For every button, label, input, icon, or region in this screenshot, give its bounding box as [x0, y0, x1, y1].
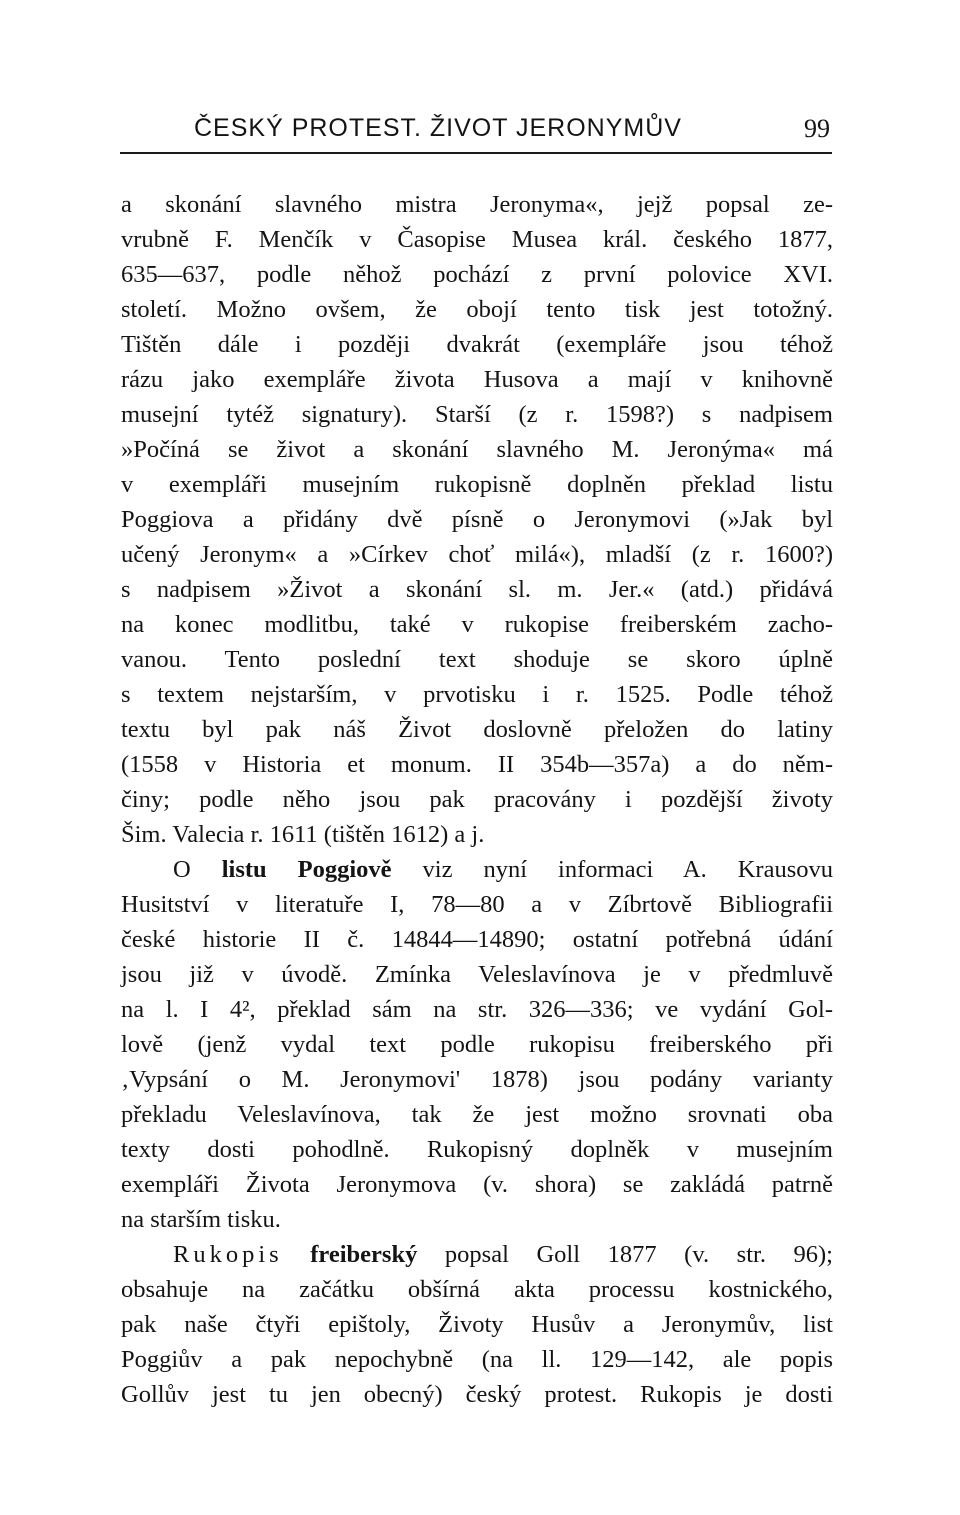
text-line: 635—637, podle něhož pochází z první polovice XVI. [121, 261, 833, 288]
text-line: exempláři Života Jeronymova (v. shora) se zakládá patrně [121, 1171, 833, 1198]
text-line: vrubně F. Menčík v Časopise Musea král. českého 1877, [121, 226, 833, 253]
text-line: rázu jako exempláře života Husova a mají v knihovně [121, 366, 833, 393]
text-line: na l. I 4², překlad sám na str. 326—336; ve vydání Gol- [121, 996, 833, 1023]
text-line: století. Možno ovšem, že obojí tento tisk jest totožný. [121, 296, 833, 323]
text-line: O listu Poggiově viz nyní informaci A. Krausovu [173, 856, 833, 883]
text-line: Tištěn dále i později dvakrát (exempláře jsou téhož [121, 331, 833, 358]
text-line: pak naše čtyři epištoly, Životy Husův a Jeronymův, list [121, 1311, 833, 1338]
running-header [120, 112, 832, 154]
page-number: 99 [804, 114, 830, 143]
text-line: a skonání slavného mistra Jeronyma«, jejž popsal ze- [121, 191, 833, 218]
text-line: jsou již v úvodě. Zmínka Veleslavínova je v předmluvě [121, 961, 833, 988]
text-line: Husitství v literatuře I, 78—80 a v Zíbrtově Bibliografii [121, 891, 833, 918]
text-line: v exempláři musejním rukopisně doplněn překlad listu [121, 471, 833, 498]
bold-term: listu Poggiově [221, 856, 392, 883]
text-line: učený Jeronym« a »Církev choť milá«), mladší (z r. 1600?) [121, 541, 833, 568]
text-line: Poggiův a pak nepochybně (na ll. 129—142, ale popis [121, 1346, 833, 1373]
text-line: s textem nejstarším, v prvotisku i r. 1525. Podle téhož [121, 681, 833, 708]
text-line: (1558 v Historia et monum. II 354b—357a) a do něm- [121, 751, 833, 778]
text-line: činy; podle něho jsou pak pracovány i pozdější životy [121, 786, 833, 813]
running-title: ČESKÝ PROTEST. ŽIVOT JERONYMŮV [194, 114, 682, 142]
text-line: na konec modlitbu, také v rukopise freiberském zacho- [121, 611, 833, 638]
text-line: lově (jenž vydal text podle rukopisu freiberského při [121, 1031, 833, 1058]
text-line: Gollův jest tu jen obecný) český protest. Rukopis je dosti [121, 1381, 833, 1408]
text-line: musejní tytéž signatury). Starší (z r. 1598?) s nadpisem [121, 401, 833, 428]
text-line: obsahuje na začátku obšírná akta processu kostnického, [121, 1276, 833, 1303]
text-line: na starším tisku. [121, 1206, 281, 1233]
text-line: české historie II č. 14844—14890; ostatní potřebná údání [121, 926, 833, 953]
text-line: texty dosti pohodlně. Rukopisný doplněk v musejním [121, 1136, 833, 1163]
text-line: textu byl pak náš Život doslovně přeložen do latiny [121, 716, 833, 743]
text-line: »Počíná se život a skonání slavného M. Jeronýma« má [121, 436, 833, 463]
spaced-term: Rukopis [173, 1241, 283, 1268]
text-line: Poggiova a přidány dvě písně o Jeronymovi (»Jak byl [121, 506, 833, 533]
text-line: Rukopis freiberský popsal Goll 1877 (v. str. 96); [173, 1241, 833, 1268]
text-line: vanou. Tento poslední text shoduje se skoro úplně [121, 646, 833, 673]
text-line: Šim. Valecia r. 1611 (tištěn 1612) a j. [121, 821, 485, 848]
bold-term: freiberský [310, 1241, 418, 1268]
text-line: ‚Vypsání o M. Jeronymovi' 1878) jsou podány varianty [121, 1066, 833, 1093]
text-line: s nadpisem »Život a skonání sl. m. Jer.« (atd.) přidává [121, 576, 833, 603]
text-line: překladu Veleslavínova, tak že jest možno srovnati oba [121, 1101, 833, 1128]
